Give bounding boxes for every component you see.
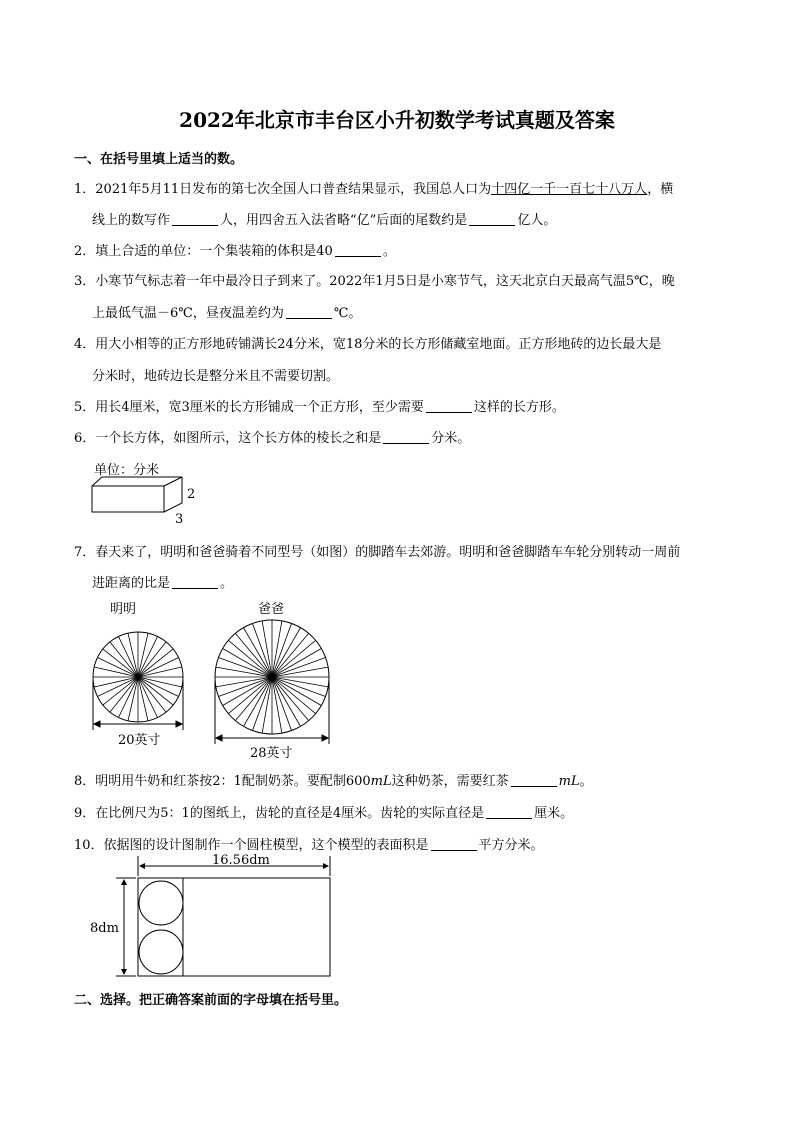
page-title: 2022年北京市丰台区小升初数学考试真题及答案: [179, 108, 615, 132]
section-2-heading: 二、选择。把正确答案前面的字母填在括号里。: [74, 993, 348, 1008]
cuboid-height-label: 2: [187, 487, 196, 502]
question-7-line-1: 7．春天来了，明明和爸爸骑着不同型号（如图）的脚踏车去郊游。明明和爸爸脚踏车车轮分别转动一周前: [74, 545, 681, 560]
wheel-2-spokes: [215, 620, 329, 734]
question-2: 2．填上合适的单位：一个集装箱的体积是40 。: [74, 244, 396, 259]
question-6: 6．一个长方体，如图所示，这个长方体的棱长之和是 分米。: [74, 431, 471, 446]
unit-label: 单位：分米: [94, 463, 160, 478]
net-height-label: 8dm: [90, 921, 119, 936]
question-3-line-2: 上最低气温－6℃，昼夜温差约为 ℃。: [92, 306, 362, 321]
question-4-line-1: 4．用大小相等的正方形地砖铺满长24分米，宽18分米的长方形储藏室地面。正方形地砖的边长最大是: [74, 337, 662, 352]
cylinder-net-figure: [86, 852, 336, 982]
question-1-line-1: 1．2021年5月11日发布的第七次全国人口普查结果显示，我国总人口为十四亿一千一百七十八万人，横: [74, 182, 674, 197]
wheel-2-size: 28英寸: [250, 746, 293, 760]
wheel-1-name: 明明: [110, 602, 137, 617]
bicycle-wheels-figure: [86, 618, 346, 760]
question-10: 10．依据图的设计图制作一个圆柱模型，这个模型的表面积是 平方分米。: [74, 838, 544, 853]
answer-blank[interactable]: [486, 806, 532, 819]
wheel-2-name: 爸爸: [258, 602, 285, 617]
answer-blank[interactable]: [335, 244, 381, 257]
answer-blank[interactable]: [511, 774, 557, 787]
answer-blank[interactable]: [431, 838, 477, 851]
question-3-line-1: 3．小寒节气标志着一年中最冷日子到来了。2022年1月5日是小寒节气，这天北京白天最高气温5℃，晚: [74, 274, 675, 289]
answer-blank[interactable]: [172, 213, 218, 226]
answer-blank[interactable]: [469, 213, 515, 226]
net-width-label: 16.56dm: [212, 853, 270, 868]
answer-blank[interactable]: [286, 306, 332, 319]
section-1-heading: 一、在括号里填上适当的数。: [74, 152, 244, 167]
question-4-line-2: 分米时，地砖边长是整分米且不需要切割。: [92, 369, 340, 384]
question-9: 9．在比例尺为5：1的图纸上，齿轮的直径是4厘米。齿轮的实际直径是 厘米。: [74, 806, 574, 821]
question-5: 5．用长4厘米，宽3厘米的长方形铺成一个正方形，至少需要 这样的长方形。: [74, 400, 565, 415]
answer-blank[interactable]: [426, 400, 472, 413]
cuboid-width-label: 3: [175, 512, 184, 526]
underlined-number: 十四亿一千一百七十八万人: [491, 182, 648, 197]
answer-blank[interactable]: [383, 431, 429, 444]
wheel-1-size: 20英寸: [118, 733, 161, 748]
question-8: 8．明明用牛奶和红茶按2：1配制奶茶。要配制600mL这种奶茶，需要红茶 mL。: [74, 774, 593, 789]
answer-blank[interactable]: [172, 576, 218, 589]
question-1-line-2: 线上的数写作 人，用四舍五入法省略“亿”后面的尾数约是 亿人。: [92, 213, 557, 228]
question-7-line-2: 进距离的比是 。: [92, 576, 234, 591]
cuboid-figure: [88, 474, 208, 526]
